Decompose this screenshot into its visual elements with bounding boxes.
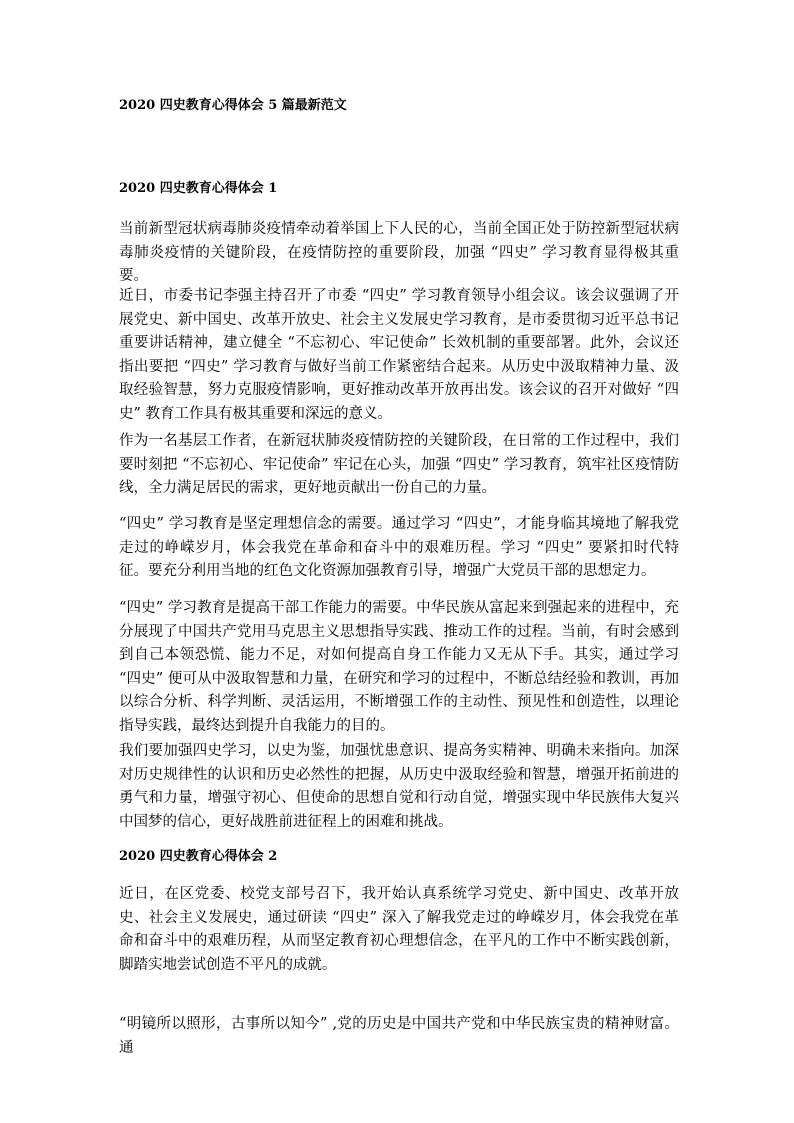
paragraph: “四史” 学习教育是提高干部工作能力的需要。中华民族从富起来到强起来的进程中，充分展现了中国共产党用马克思主义思想指导实践、推动工作的过程。当前，有时会感到到自己本领恐慌、能力不足，对如何提高自身工作能力又无从下手。其实，通过学习 “四史” 便可从中汲取智慧和力量，在研究和学习的过程中，不断总结经验和教训，再加以综合分析、科学判断、灵活运用，不断增强工作的主动性、预见性和创造性，以理论指导实践，最终达到提升自我能力的目的。: [119, 600, 679, 734]
section-heading-1: 2020 四史教育心得体会 1: [119, 181, 278, 196]
section-heading-2: 2020 四史教育心得体会 2: [119, 849, 278, 864]
paragraph: “明镜所以照形，古事所以知今” ,党的历史是中国共产党和中华民族宝贵的精神财富。通: [119, 1016, 679, 1056]
paragraph: 近日，市委书记李强主持召开了市委 “四史” 学习教育领导小组会议。该会议强调了开展党史、新中国史、改革开放史、社会主义发展史学习教育，是市委贯彻习近平总书记重要讲话精神，建立健全 “不忘初心、牢记使命” 长效机制的重要部署。此外，会议还指出要把 “四史” 学习教育与做好当前工作紧密结合起来。从历史中汲取精神力量、汲取经验智慧，努力克服疫情影响，更好推动改革开放再出发。该会议的召开对做好 “四史” 教育工作具有极其重要和深远的意义。: [119, 288, 679, 422]
paragraph: “四史” 学习教育是坚定理想信念的需要。通过学习 “四史”，才能身临其境地了解我党走过的峥嵘岁月，体会我党在革命和奋斗中的艰难历程。学习 “四史” 要紧扣时代特征。要充分利用当地的红色文化资源加强教育引导，增强广大党员干部的思想定力。: [119, 516, 679, 579]
paragraph: 作为一名基层工作者，在新冠状肺炎疫情防控的关键阶段，在日常的工作过程中，我们要时刻把 “不忘初心、牢记使命” 牢记在心头，加强 “四史” 学习教育，筑牢社区疫情防线，全力满足居民的需求，更好地贡献出一份自己的力量。: [119, 433, 679, 496]
paragraph: 近日，在区党委、校党支部号召下，我开始认真系统学习党史、新中国史、改革开放史、社会主义发展史，通过研读 “四史” 深入了解我党走过的峥嵘岁月，体会我党在革命和奋斗中的艰难历程，从而坚定教育初心理想信念，在平凡的工作中不断实践创新，脚踏实地尝试创造不平凡的成就。: [119, 886, 679, 973]
paragraph: 我们要加强四史学习，以史为鉴，加强忧患意识、提高务实精神、明确未来指向。加深对历史规律性的认识和历史必然性的把握，从历史中汲取经验和智慧，增强开拓前进的勇气和力量，增强守初心、但使命的思想自觉和行动自觉，增强实现中华民族伟大复兴中国梦的信心，更好战胜前进征程上的困难和挑战。: [119, 743, 679, 830]
document-title: 2020 四史教育心得体会 5 篇最新范文: [119, 98, 347, 113]
paragraph: 当前新型冠状病毒肺炎疫情牵动着举国上下人民的心，当前全国正处于防控新型冠状病毒肺炎疫情的关键阶段，在疫情防控的重要阶段，加强 “四史” 学习教育显得极其重要。: [119, 221, 679, 284]
